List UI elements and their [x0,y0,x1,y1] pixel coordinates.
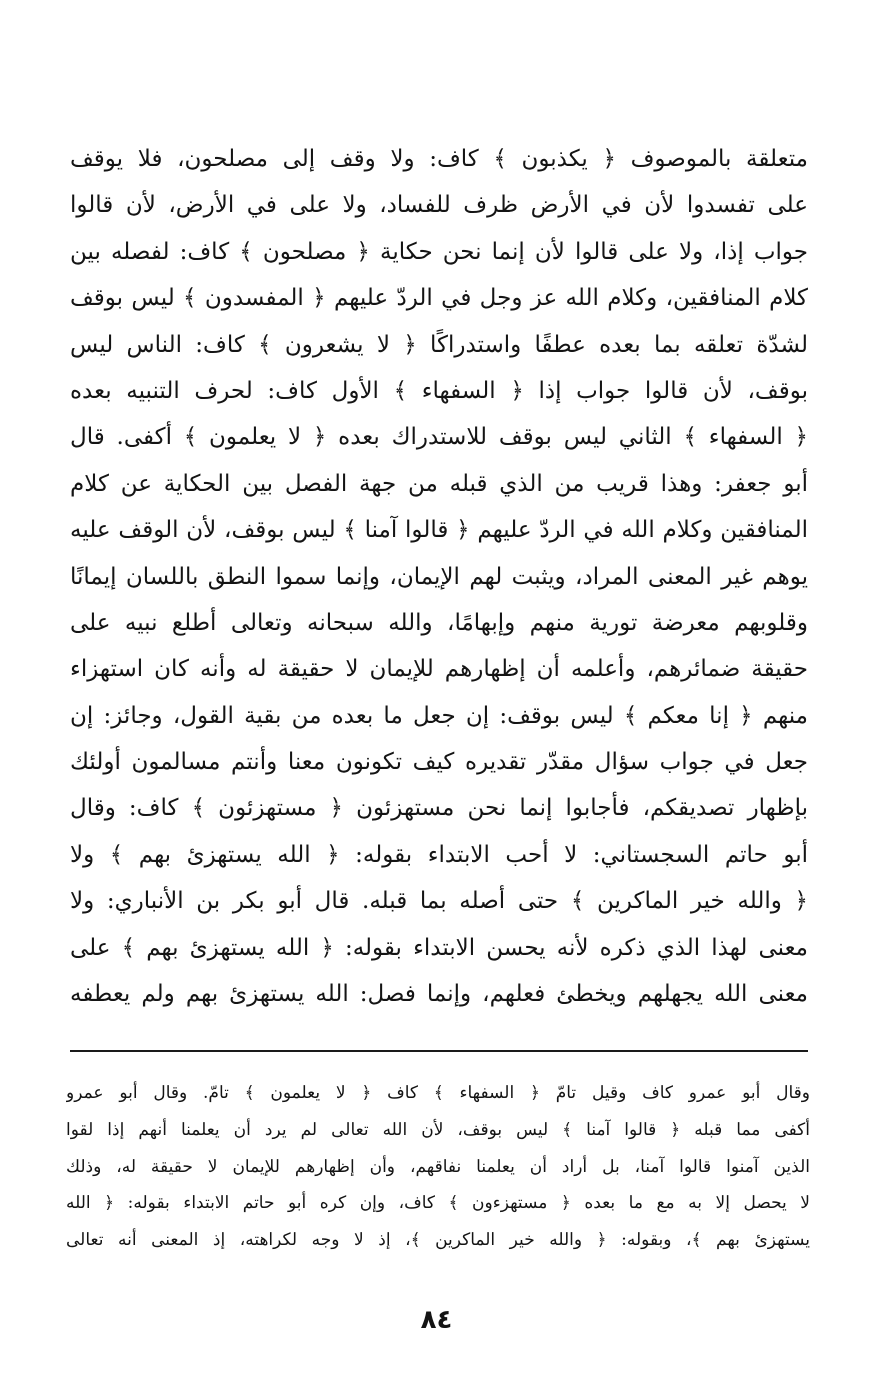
footnote-separator-rule [70,1050,808,1052]
body-line: منهم ﴿ إنا معكم ﴾ ليس بوقف: إن جعل ما بعده من بقية القول، وجائز: إن [70,702,808,729]
body-line: وقلوبهم معرضة تورية منهم وإبهامًا، والله سبحانه وتعالى أطلع نبيه على [70,609,808,636]
body-line: كلام المنافقين، وكلام الله عز وجل في الردّ عليهم ﴿ المفسدون ﴾ ليس بوقف [70,285,808,312]
main-body-text [70,136,808,1017]
body-line: لشدّة تعلقه بما بعده عطفًا واستدراكًا ﴿ لا يشعرون ﴾ كاف: الناس ليس [70,331,808,358]
body-line: ﴿ السفهاء ﴾ الثاني ليس بوقف للاستدراك بعده ﴿ لا يعلمون ﴾ أكفى. قال [70,424,808,451]
body-line: أبو حاتم السجستاني: لا أحب الابتداء بقوله: ﴿ الله يستهزئ بهم ﴾ ولا [70,841,808,868]
footnote-line: لا يحصل إلا به مع ما بعده ﴿ مستهزءون ﴾ كاف، وإن كره أبو حاتم الابتداء بقوله: ﴿ الله [66,1193,810,1214]
page-number: ٨٤ [420,1305,453,1335]
footnote-line: وقال أبو عمرو كاف وقيل تامّ ﴿ السفهاء ﴾ كاف ﴿ لا يعلمون ﴾ تامّ. وقال أبو عمرو [66,1083,810,1103]
body-line: جواب إذا، ولا على قالوا لأن إنما نحن حكاية ﴿ مصلحون ﴾ كاف: لفصله بين [70,238,808,265]
body-line: على تفسدوا لأن في الأرض ظرف للفساد، ولا على في الأرض، لأن قالوا [70,192,808,219]
body-line: متعلقة بالموصوف ﴿ يكذبون ﴾ كاف: ولا وقف إلى مصلحون، فلا يوقف [70,146,808,172]
body-line: يوهم غير المعنى المراد، ويثبت لهم الإيمان، وإنما سموا النطق باللسان إيمانًا [70,563,808,590]
body-line: جعل في جواب سؤال مقدّر تقديره كيف تكونون معنا وأنتم مسالمون أولئك [70,749,808,776]
footnote-line: أكفى مما قبله ﴿ قالوا آمنا ﴾ ليس بوقف، لأن الله تعالى لم يرد أن يعلمنا أنهم إذا لقوا [66,1119,810,1140]
footnote-text [66,1075,810,1259]
body-line: معنى لهذا الذي ذكره لأنه يحسن الابتداء بقوله: ﴿ الله يستهزئ بهم ﴾ على [70,934,808,961]
body-line: المنافقين وكلام الله في الردّ عليهم ﴿ قالوا آمنا ﴾ ليس بوقف، لأن الوقف عليه [70,517,808,544]
body-line: ﴿ والله خير الماكرين ﴾ حتى أصله بما قبله. قال أبو بكر بن الأنباري: ولا [70,888,808,915]
footnote-line: الذين آمنوا قالوا آمنا، بل أراد أن يعلمنا نفاقهم، وأن إظهارهم للإيمان لا حقيقة له، وذلك [66,1156,810,1177]
body-line: بإظهار تصديقكم، فأجابوا إنما نحن مستهزئون ﴿ مستهزئون ﴾ كاف: وقال [70,795,808,822]
body-line: أبو جعفر: وهذا قريب من الذي قبله من جهة الفصل بين الحكاية عن كلام [70,470,808,497]
footnote-line: يستهزئ بهم ﴾، وبقوله: ﴿ والله خير الماكرين ﴾، إذ لا وجه لكراهته، إذ المعنى أنه تعالى [66,1230,810,1251]
body-line: معنى الله يجهلهم ويخطئ فعلهم، وإنما فصل: الله يستهزئ بهم ولم يعطفه [70,981,808,1008]
body-line: بوقف، لأن قالوا جواب إذا ﴿ السفهاء ﴾ الأول كاف: لحرف التنبيه بعده [70,377,808,404]
body-line: حقيقة ضمائرهم، وأعلمه أن إظهارهم للإيمان لا حقيقة له وأنه كان استهزاء [70,656,808,683]
